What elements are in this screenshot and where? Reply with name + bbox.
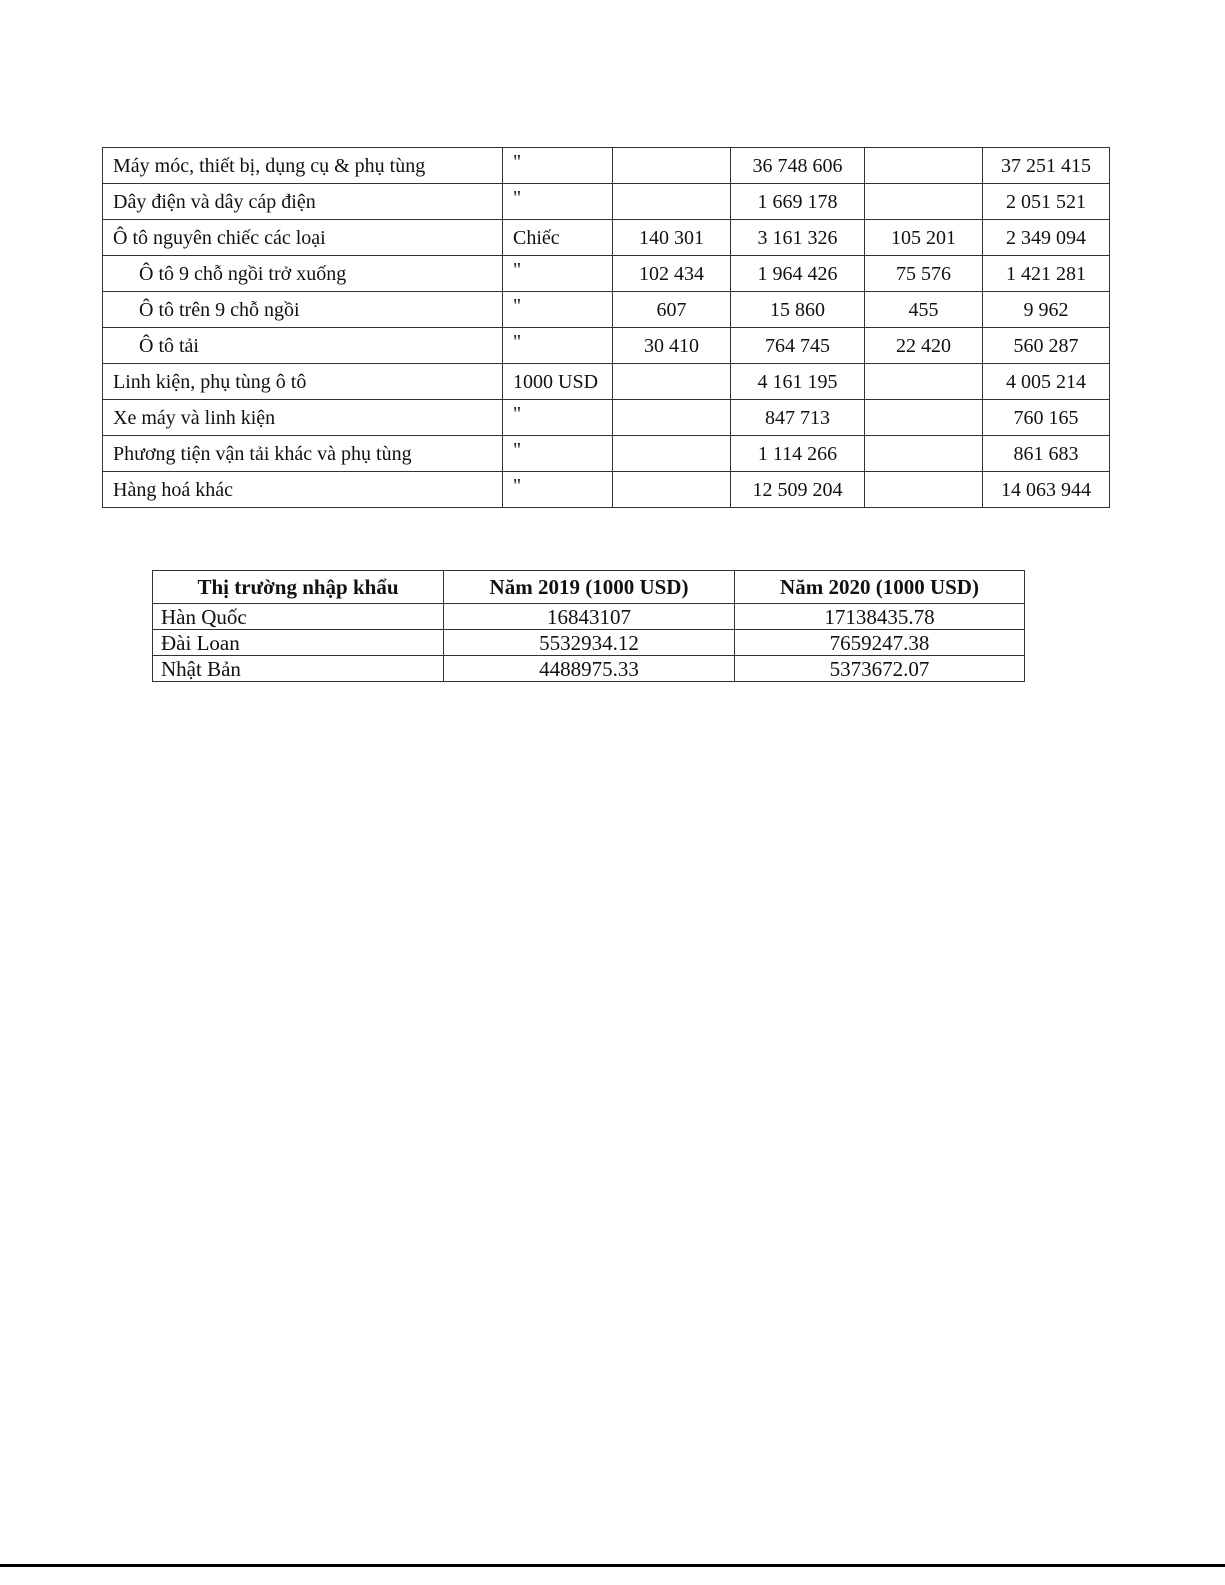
quantity-2019 [613,148,731,184]
quantity-2020: 75 576 [865,256,983,292]
quantity-2019 [613,400,731,436]
table-row [103,292,1110,328]
item-name: Linh kiện, phụ tùng ô tô [103,364,503,400]
item-unit: " [503,400,613,436]
value-2020: 2 349 094 [983,220,1110,256]
import-goods-table [102,147,1110,508]
value-2019: 12 509 204 [731,472,865,508]
value-2019: 4 161 195 [731,364,865,400]
table-row [153,630,1025,656]
value-2020: 17138435.78 [735,604,1025,630]
quantity-2020 [865,400,983,436]
table-row [103,472,1110,508]
quantity-2020: 22 420 [865,328,983,364]
quantity-2019 [613,436,731,472]
quantity-2019 [613,472,731,508]
table-row [103,184,1110,220]
value-2020: 760 165 [983,400,1110,436]
item-unit: " [503,436,613,472]
item-name: Ô tô nguyên chiếc các loại [103,220,503,256]
item-name: Ô tô 9 chỗ ngồi trở xuống [103,256,503,292]
value-2019: 1 964 426 [731,256,865,292]
quantity-2020: 455 [865,292,983,328]
value-2020: 560 287 [983,328,1110,364]
quantity-2020 [865,364,983,400]
table-row [103,220,1110,256]
value-2020: 7659247.38 [735,630,1025,656]
quantity-2020: 105 201 [865,220,983,256]
quantity-2019: 102 434 [613,256,731,292]
value-2020: 9 962 [983,292,1110,328]
value-2020: 861 683 [983,436,1110,472]
item-name: Dây điện và dây cáp điện [103,184,503,220]
value-2019: 3 161 326 [731,220,865,256]
value-2019: 1 669 178 [731,184,865,220]
table-row [103,364,1110,400]
value-2019: 15 860 [731,292,865,328]
value-2019: 5532934.12 [444,630,735,656]
value-2020: 14 063 944 [983,472,1110,508]
value-2019: 847 713 [731,400,865,436]
value-2020: 37 251 415 [983,148,1110,184]
table-row [153,656,1025,682]
item-name: Xe máy và linh kiện [103,400,503,436]
quantity-2020 [865,472,983,508]
item-unit: " [503,256,613,292]
item-unit: " [503,472,613,508]
quantity-2019 [613,184,731,220]
quantity-2019: 140 301 [613,220,731,256]
value-2019: 764 745 [731,328,865,364]
item-name: Máy móc, thiết bị, dụng cụ & phụ tùng [103,148,503,184]
quantity-2020 [865,184,983,220]
item-unit: " [503,184,613,220]
value-2020: 5373672.07 [735,656,1025,682]
header-market: Thị trường nhập khẩu [153,571,444,604]
item-unit: 1000 USD [503,364,613,400]
value-2020: 4 005 214 [983,364,1110,400]
table-row [153,604,1025,630]
item-unit: " [503,292,613,328]
quantity-2019: 30 410 [613,328,731,364]
market-name: Nhật Bản [153,656,444,682]
table-row [103,148,1110,184]
table-row [103,400,1110,436]
quantity-2020 [865,148,983,184]
quantity-2020 [865,436,983,472]
bottom-rule [0,1564,1225,1567]
value-2019: 36 748 606 [731,148,865,184]
value-2019: 4488975.33 [444,656,735,682]
table-row [103,328,1110,364]
value-2020: 2 051 521 [983,184,1110,220]
table-row [103,256,1110,292]
item-unit: Chiếc [503,220,613,256]
item-name: Ô tô tải [103,328,503,364]
header-2020: Năm 2020 (1000 USD) [735,571,1025,604]
item-unit: " [503,328,613,364]
value-2019: 16843107 [444,604,735,630]
item-name: Hàng hoá khác [103,472,503,508]
table-row [103,436,1110,472]
table-header-row [153,571,1025,604]
quantity-2019: 607 [613,292,731,328]
market-name: Đài Loan [153,630,444,656]
import-market-table [152,570,1025,682]
item-unit: " [503,148,613,184]
value-2019: 1 114 266 [731,436,865,472]
market-name: Hàn Quốc [153,604,444,630]
item-name: Phương tiện vận tải khác và phụ tùng [103,436,503,472]
value-2020: 1 421 281 [983,256,1110,292]
item-name: Ô tô trên 9 chỗ ngồi [103,292,503,328]
header-2019: Năm 2019 (1000 USD) [444,571,735,604]
quantity-2019 [613,364,731,400]
